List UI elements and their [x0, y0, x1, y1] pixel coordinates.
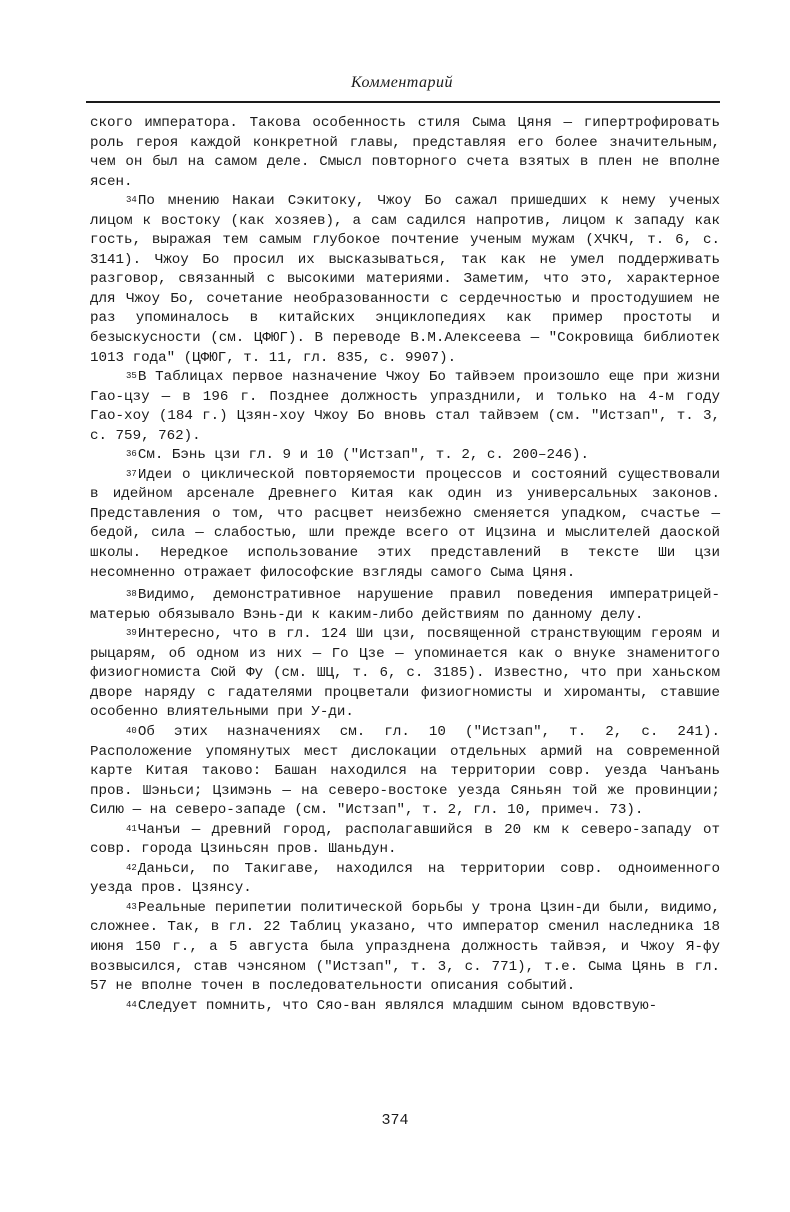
footnote-36 [90, 446, 720, 466]
footnote-number: 44 [126, 999, 137, 1010]
footnote-number: 34 [126, 195, 137, 206]
footnote-35 [90, 368, 720, 446]
footnote-number: 36 [126, 449, 137, 460]
footnote-number: 40 [126, 725, 137, 736]
footnote-text: Интересно, что в гл. 124 Ши цзи, посвященной странствующим героям и рыцарям, об одном из них — Го Цзе — упоминается как о внуке знаменитого физиогномиста Сюй Фу (см. ШЦ, т. 6, с. 3185). Известно, что при ханьском дворе наряду с гадателями процветали физиогномисты и хироманты, ставшие особенно влиятельными при У-ди. [90, 626, 720, 721]
footnote-40 [90, 723, 720, 821]
footnote-number: 42 [126, 862, 137, 873]
footnote-number: 38 [126, 589, 137, 600]
footnote-text: Следует помнить, что Сяо-ван являлся младшим сыном вдовствую- [137, 997, 658, 1014]
footnote-number: 37 [126, 468, 137, 479]
footnote-text: По мнению Накаи Сэкитоку, Чжоу Бо сажал пришедших к нему ученых лицом к востоку (как хозяев), а сам садился напротив, лицом к западу как гость, выражая тем самым глубокое почтение ученым мужам (ХЧКЧ, т. 6, с. 3141). Чжоу Бо просил их высказываться, так как не умел поддерживать разговор, связанный с высокими материями. Заметим, что это, характерное для Чжоу Бо, сочетание необразованности с сердечностью и простодушием не раз упоминалось в китайских энциклопедиях как пример простоты и безыскусности (см. ЦФЮГ). В переводе В.М.Алексеева — "Сокровища библиотек 1013 года" (ЦФЮГ, т. 11, гл. 835, с. 9907). [90, 193, 720, 366]
footnote-text: Видимо, демонстративное нарушение правил поведения императрицей-матерью обязывало Вэнь-ди к каким-либо действиям по данному делу. [90, 587, 720, 623]
commentary-body [90, 114, 720, 1016]
footnote-text: Чанъи — древний город, располагавшийся в 20 км к северо-западу от совр. города Цзиньсян пров. Шаньдун. [90, 821, 720, 858]
footnote-number: 41 [126, 823, 137, 834]
footnote-41 [90, 821, 720, 860]
footnote-34 [90, 192, 720, 368]
page-number: 374 [381, 1112, 409, 1129]
footnote-text: Реальные перипетии политической борьбы у трона Цзин-ди были, видимо, сложнее. Так, в гл. 22 Таблиц указано, что император сменил наследника 18 июня 150 г., а 5 августа была упразднена должность тайвэя, и Чжоу Я-фу возвысился, став чэнсяном ("Истзап", т. 3, с. 771), т.е. Сыма Цянь в гл. 57 не вполне точен в последовательности описания событий. [90, 899, 720, 995]
paragraph-text: ского императора. Такова особенность стиля Сыма Цяня — гипертрофировать роль героя каждой конкретной главы, представляя его более значительным, чем он был на самом деле. Смысл повторного счета взятых в плен не вполне ясен. [90, 115, 720, 190]
footnote-text: См. Бэнь цзи гл. 9 и 10 ("Истзап", т. 2, с. 200–246). [137, 447, 590, 464]
footnote-number: 43 [126, 901, 137, 912]
footnote-42 [90, 860, 720, 899]
footnote-number: 35 [126, 371, 137, 382]
footnote-text: Идеи о циклической повторяемости процессов и состояний существовали в идейном арсенале Древнего Китая как один из универсальных законов. Представления о том, что расцвет неизбежно сменяется упадком, счастье — бедой, сила — слабостью, шли прежде всего от Ицзина и мыслителей даоской школы. Нередкое использование этих представлений в тексте Ши цзи несомненно отражает философские взгляды самого Сыма Цяня. [90, 466, 720, 581]
footnote-44 [90, 997, 720, 1017]
footnote-43 [90, 899, 720, 997]
footnote-number: 39 [126, 628, 137, 639]
footnote-37 [90, 466, 720, 583]
footnote-38 [90, 586, 720, 625]
paragraph-continuation [90, 114, 720, 192]
header-rule [86, 101, 720, 103]
footnote-text: В Таблицах первое назначение Чжоу Бо тайвэем произошло еще при жизни Гао-цзу — в 196 г. Позднее должность упразднили, и только на 4-м году Гао-хоу (184 г.) Цзян-хоу Чжоу Бо вновь стал тайвэем (см. "Истзап", т. 3, с. 759, 762). [90, 369, 720, 444]
running-head: Комментарий [350, 74, 454, 91]
footnote-39 [90, 625, 720, 723]
footnote-text: Об этих назначениях см. гл. 10 ("Истзап", т. 2, с. 241). Расположение упомянутых мест дислокации отдельных армий на современной карте Китая таково: Башан находился на территории совр. уезда Чанъань пров. Шэньси; Цзимэнь — на северо-востоке уезда Сяньян той же провинции; Силю — на северо-западе (см. "Истзап", т. 2, гл. 10, примеч. 73). [90, 723, 720, 819]
footnote-text: Даньси, по Такигаве, находился на территории совр. одноименного уезда пров. Цзянсу. [90, 860, 720, 897]
